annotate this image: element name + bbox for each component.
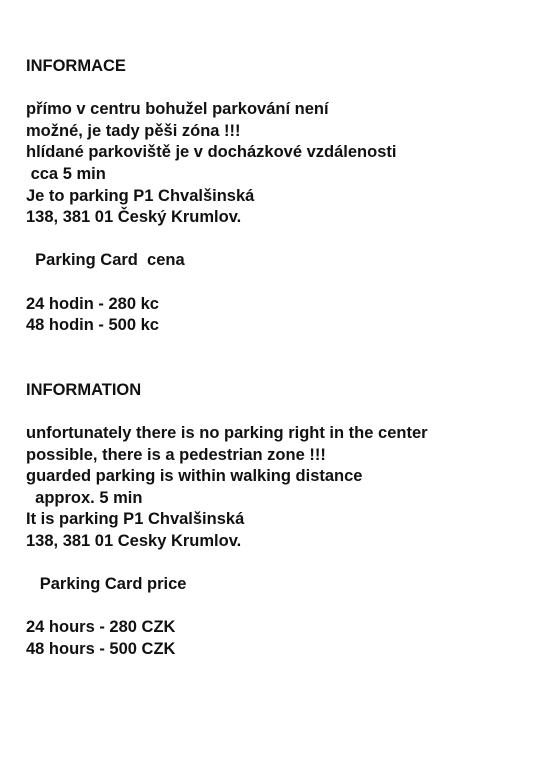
- document-body: [26, 56, 526, 661]
- english-price-line: 48 hours - 500 CZK: [26, 640, 176, 659]
- english-heading: INFORMATION: [26, 380, 142, 399]
- english-parking-card-label: Parking Card price: [26, 575, 187, 594]
- english-info-line: unfortunately there is no parking right in the center: [26, 424, 428, 443]
- spacer: [26, 402, 526, 424]
- czech-info-line: hlídané parkoviště je v docházkové vzdálenosti: [26, 143, 397, 162]
- czech-info-line: možné, je tady pěši zóna !!!: [26, 121, 241, 140]
- english-info-line: It is parking P1 Chvalšinská: [26, 510, 245, 529]
- czech-info-line: Je to parking P1 Chvalšinská: [26, 186, 255, 205]
- english-section: [26, 380, 526, 661]
- czech-info-line: přímo v centru bohužel parkování není: [26, 100, 329, 119]
- english-info-line: approx. 5 min: [26, 488, 143, 507]
- spacer: [26, 596, 526, 618]
- spacer: [26, 229, 526, 251]
- spacer: [26, 78, 526, 100]
- english-address-line: 138, 381 01 Cesky Krumlov.: [26, 532, 242, 551]
- spacer: [26, 272, 526, 294]
- english-info-line: possible, there is a pedestrian zone !!!: [26, 445, 326, 464]
- english-info-line: guarded parking is within walking distance: [26, 467, 363, 486]
- spacer: [26, 553, 526, 575]
- section-spacer: [26, 337, 526, 380]
- czech-price-line: 24 hodin - 280 kc: [26, 294, 159, 313]
- czech-heading: INFORMACE: [26, 57, 126, 75]
- english-price-line: 24 hours - 280 CZK: [26, 618, 176, 637]
- czech-parking-card-label: Parking Card cena: [26, 251, 185, 270]
- czech-address-line: 138, 381 01 Český Krumlov.: [26, 208, 242, 227]
- czech-section: [26, 56, 526, 337]
- czech-info-line: cca 5 min: [26, 164, 106, 183]
- czech-price-line: 48 hodin - 500 kc: [26, 316, 159, 335]
